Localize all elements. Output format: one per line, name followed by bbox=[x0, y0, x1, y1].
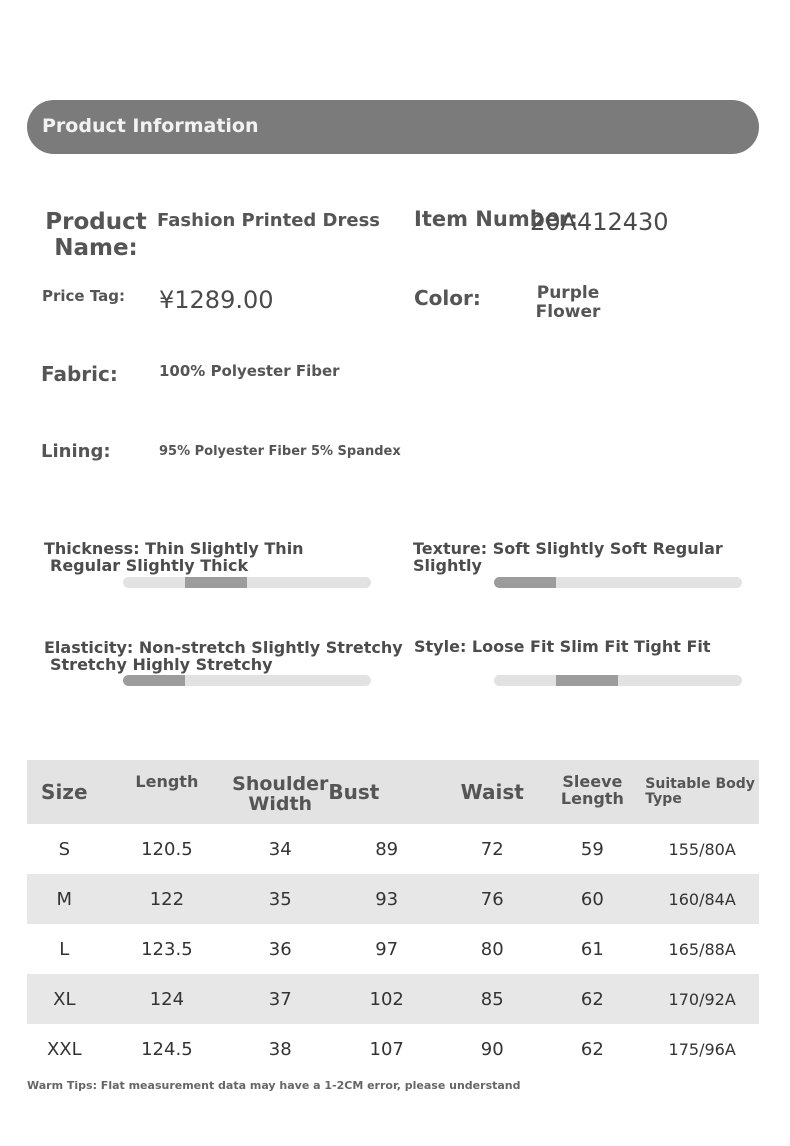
texture-scale-label bbox=[413, 540, 790, 574]
cell-body-type: 175/96A bbox=[668, 1039, 736, 1059]
header-size: Size bbox=[27, 760, 102, 824]
cell-size: XL bbox=[27, 974, 102, 1024]
cell-waist: 80 bbox=[480, 938, 504, 960]
color-value: Purple Flower bbox=[535, 283, 601, 322]
lining-label: Lining: bbox=[41, 441, 111, 462]
cell-bust: 97 bbox=[375, 938, 399, 960]
cell-length: 120.5 bbox=[141, 838, 193, 860]
lining-value: 95% Polyester Fiber 5% Spandex bbox=[159, 444, 401, 459]
size-table bbox=[27, 760, 759, 1074]
elasticity-label-line2: Stretchy Highly Stretchy bbox=[50, 655, 273, 674]
cell-shoulder: 38 bbox=[268, 1038, 292, 1060]
cell-size: XXL bbox=[46, 1038, 82, 1060]
header-length: Length bbox=[102, 760, 233, 824]
texture-label-line1: Texture: Soft Slightly Soft Regular Slightly bbox=[413, 539, 723, 575]
cell-shoulder: 36 bbox=[268, 938, 292, 960]
section-title: Product Information bbox=[42, 115, 259, 137]
cell-bust: 102 bbox=[328, 974, 445, 1024]
cell-length: 123.5 bbox=[141, 938, 193, 960]
header-suitable-body-type: Suitable Body Type bbox=[645, 760, 759, 824]
elasticity-label-line1: Elasticity: Non-stretch Slightly Stretchy bbox=[44, 638, 403, 657]
header-waist: Waist bbox=[445, 760, 539, 824]
style-scale-fill bbox=[556, 675, 618, 686]
elasticity-scale-fill bbox=[123, 675, 185, 686]
item-number-label: Item Number: bbox=[414, 207, 578, 231]
table-row bbox=[27, 924, 759, 974]
fabric-value: 100% Polyester Fiber bbox=[159, 362, 340, 380]
size-table-header-row bbox=[27, 760, 759, 824]
cell-bust: 93 bbox=[328, 874, 445, 924]
cell-sleeve: 60 bbox=[539, 874, 645, 924]
style-scale-track bbox=[494, 675, 742, 686]
price-label: Price Tag: bbox=[42, 287, 125, 305]
elasticity-scale-label bbox=[44, 639, 403, 673]
cell-body-type: 160/84A bbox=[645, 874, 759, 924]
cell-size: S bbox=[58, 838, 70, 860]
elasticity-scale-track bbox=[123, 675, 371, 686]
cell-length: 124 bbox=[102, 974, 233, 1024]
cell-shoulder: 35 bbox=[232, 874, 328, 924]
cell-shoulder: 34 bbox=[268, 838, 292, 860]
thickness-scale-track bbox=[123, 577, 371, 588]
cell-sleeve: 61 bbox=[580, 938, 604, 960]
cell-size: L bbox=[59, 938, 70, 960]
thickness-label-line2: Regular Slightly Thick bbox=[50, 556, 249, 575]
cell-body-type: 170/92A bbox=[645, 974, 759, 1024]
header-bust: Bust bbox=[328, 760, 445, 824]
color-label: Color: bbox=[414, 286, 481, 310]
cell-bust: 89 bbox=[375, 838, 399, 860]
table-row bbox=[27, 824, 759, 874]
cell-waist: 90 bbox=[480, 1038, 504, 1060]
cell-waist: 76 bbox=[445, 874, 539, 924]
cell-shoulder: 37 bbox=[232, 974, 328, 1024]
cell-bust: 107 bbox=[369, 1038, 404, 1060]
table-row bbox=[27, 1024, 759, 1074]
thickness-scale-label bbox=[44, 540, 304, 574]
price-value: ¥1289.00 bbox=[159, 286, 274, 314]
cell-sleeve: 62 bbox=[580, 1038, 604, 1060]
cell-length: 124.5 bbox=[141, 1038, 193, 1060]
product-name-value: Fashion Printed Dress bbox=[157, 210, 381, 231]
cell-body-type: 155/80A bbox=[668, 839, 736, 859]
table-row bbox=[27, 874, 759, 924]
product-name-label: Product Name: bbox=[45, 209, 147, 261]
style-scale-label bbox=[414, 638, 711, 655]
thickness-scale-fill bbox=[185, 577, 247, 588]
texture-scale-fill bbox=[494, 577, 556, 588]
header-shoulder-width: Shoulder Width bbox=[232, 760, 328, 824]
table-row bbox=[27, 974, 759, 1024]
texture-scale-track bbox=[494, 577, 742, 588]
item-number-value: 20A412430 bbox=[530, 208, 669, 236]
cell-size: M bbox=[27, 874, 102, 924]
header-sleeve-length: Sleeve Length bbox=[539, 760, 645, 824]
cell-sleeve: 59 bbox=[580, 838, 604, 860]
cell-waist: 72 bbox=[480, 838, 504, 860]
cell-waist: 85 bbox=[445, 974, 539, 1024]
style-label-line1: Style: Loose Fit Slim Fit Tight Fit bbox=[414, 637, 711, 656]
cell-sleeve: 62 bbox=[539, 974, 645, 1024]
warm-tips-note: Warm Tips: Flat measurement data may have a 1-2CM error, please understand bbox=[27, 1079, 521, 1092]
cell-body-type: 165/88A bbox=[668, 939, 736, 959]
thickness-label-line1: Thickness: Thin Slightly Thin bbox=[44, 539, 304, 558]
fabric-label: Fabric: bbox=[41, 362, 118, 386]
cell-length: 122 bbox=[102, 874, 233, 924]
